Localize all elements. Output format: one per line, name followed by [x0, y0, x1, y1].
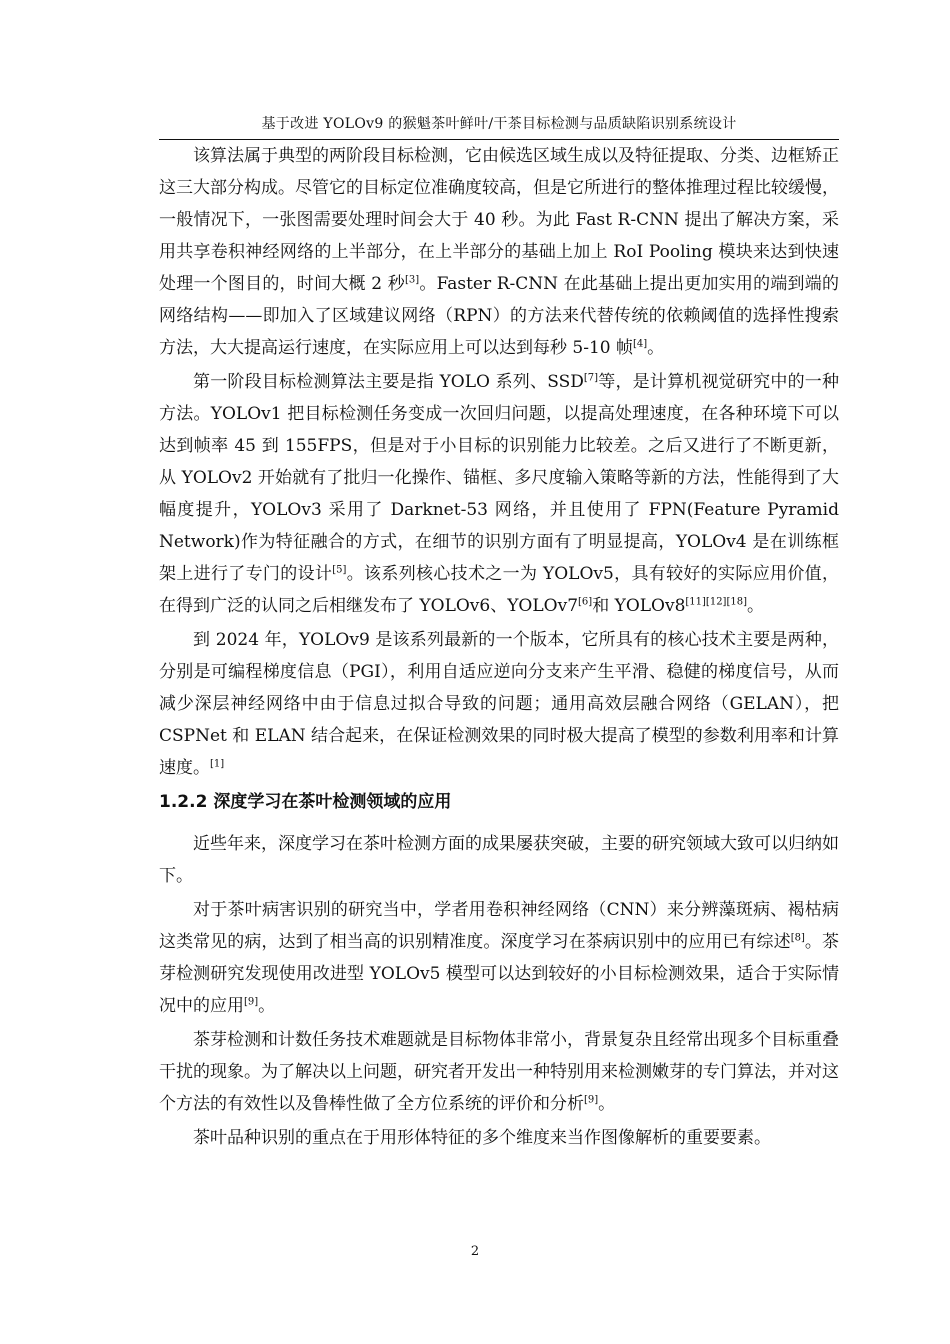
- paragraph-disease-recognition: [159, 894, 839, 1022]
- citation: [4]: [633, 338, 648, 350]
- page-number: 2: [470, 1244, 480, 1259]
- text-run: 。: [598, 1094, 616, 1114]
- text-run: 第一阶段目标检测算法主要是指 YOLO 系列、SSD: [193, 372, 584, 392]
- paragraph-bud-detection: [159, 1024, 839, 1120]
- text-run: 该算法属于典型的两阶段目标检测，它由候选区域生成以及特征提取、分类、边框矫正这三大部分构成。尽管它的目标定位准确度较高，但是它所进行的整体推理过程比较缓慢，一般情况下，一张图需要处理时间会大于 40 秒。为此 Fast R-CNN 提出了解决方案，采用共享卷积神经网络的上半部分，在上半部分的基础上加上 RoI Pooling 模块来达到快速处理一个图目的，时间大概 2 秒: [159, 146, 839, 294]
- citation: [6]: [578, 596, 593, 608]
- citation: [9]: [584, 1094, 599, 1106]
- citation: [8]: [790, 932, 805, 944]
- text-run: 等，是计算机视觉研究中的一种方法。YOLOv1 把目标检测任务变成一次回归问题，以提高处理速度，在各种环境下可以达到帧率 45 到 155FPS，但是对于小目标的识别能力比较差。之后又进行了不断更新，从 YOLOv2 开始就有了批归一化操作、锚框、多尺度输入策略等新的方法，性能得到了大幅度提升，YOLOv3 采用了 Darknet-53 网络，并且使用了 FPN(Feature Pyramid Network)作为特征融合的方式，在细节的识别方面有了明显提高，YOLOv4 是在训练框架上进行了专门的设计: [159, 372, 840, 584]
- paragraph-variety-recognition: [159, 1122, 839, 1154]
- running-header: 基于改进 YOLOv9 的猴魁茶叶鲜叶/干茶目标检测与品质缺陷识别系统设计: [261, 116, 737, 132]
- paragraph-two-stage-detection: [159, 140, 839, 364]
- text-run: 。: [647, 338, 665, 358]
- text-run: 。该系列核心技术之一为 YOLOv5，具有较好的实际应用价值，在得到广泛的认同之后相继发布了 YOLOv6、YOLOv7: [159, 564, 839, 616]
- text-run: 。茶芽检测研究发现使用改进型 YOLOv5 模型可以达到较好的小目标检测效果，适合于实际情况中的应用: [159, 932, 840, 1016]
- text-run: 近些年来，深度学习在茶叶检测方面的成果屡获突破，主要的研究领域大致可以归纳如下。: [159, 834, 839, 886]
- citation: [11][12][18]: [685, 596, 747, 608]
- body-text: [159, 140, 839, 1154]
- citation: [3]: [404, 274, 420, 286]
- paragraph-yolov9: [159, 624, 839, 784]
- text-run: 。Faster R-CNN 在此基础上提出更加实用的端到端的网络结构——即加入了区域建议网络（RPN）的方法来代替传统的依赖阈值的选择性搜索方法，大大提高运行速度，在实际应用上可以达到每秒 5-10 帧: [159, 274, 839, 358]
- text-run: 对于茶叶病害识别的研究当中，学者用卷积神经网络（CNN）来分辨藻斑病、褐枯病这类常见的病，达到了相当高的识别精准度。深度学习在茶病识别中的应用已有综述: [159, 900, 839, 952]
- citation: [5]: [332, 564, 347, 576]
- text-run: 茶叶品种识别的重点在于用形体特征的多个维度来当作图像解析的重要要素。: [193, 1128, 771, 1148]
- text-run: 到 2024 年，YOLOv9 是该系列最新的一个版本，它所具有的核心技术主要是两种，分别是可编程梯度信息（PGI），利用自适应逆向分支来产生平滑、稳健的梯度信号，从而减少深层神经网络中由于信息过拟合导致的问题；通用高效层融合网络（GELAN），把 CSPNet 和 ELAN 结合起来，在保证检测效果的同时极大提高了模型的参数利用率和计算速度。: [159, 630, 839, 778]
- citation: [1]: [210, 758, 225, 770]
- text-run: 茶芽检测和计数任务技术难题就是目标物体非常小，背景复杂且经常出现多个目标重叠干扰的现象。为了解决以上问题，研究者开发出一种特别用来检测嫩芽的专门算法，并对这个方法的有效性以及鲁棒性做了全方位系统的评价和分析: [159, 1030, 839, 1114]
- citation: [7]: [583, 372, 599, 384]
- paragraph-one-stage-detection: [159, 366, 839, 622]
- paragraph-overview: [159, 828, 839, 892]
- citation: [9]: [244, 996, 259, 1008]
- text-run: 。: [747, 596, 764, 616]
- text-run: 和 YOLOv8: [592, 596, 686, 616]
- section-heading: 1.2.2 深度学习在茶叶检测领域的应用: [159, 792, 452, 812]
- text-run: 。: [258, 996, 276, 1016]
